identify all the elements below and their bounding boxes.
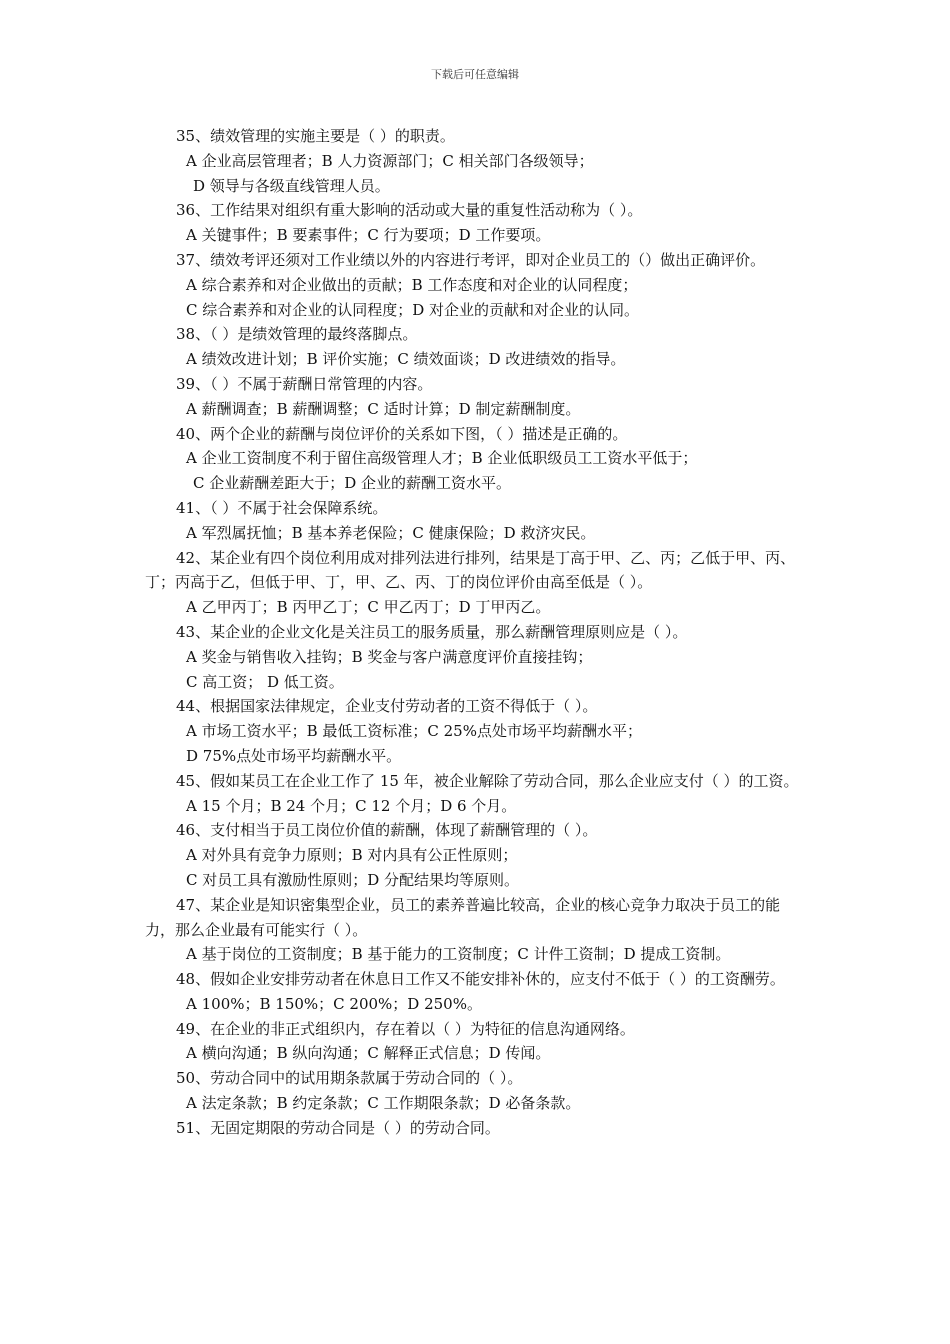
question-line: 44、根据国家法律规定，企业支付劳动者的工资不得低于（ ）。 [176, 697, 598, 716]
page-header: 下载后可任意编辑 [431, 68, 519, 81]
question-line: 42、某企业有四个岗位利用成对排列法进行排列，结果是丁高于甲、乙、丙；乙低于甲、丙、丁；丙高于乙，但低于甲、丁，甲、乙、丙、丁的岗位评价由高至低是（ ）。 [145, 548, 796, 592]
question-line: 43、某企业的企业文化是关注员工的服务质量，那么薪酬管理原则应是（ ）。 [176, 622, 688, 641]
question-line: 35、绩效管理的实施主要是（ ）的职责。 [176, 127, 455, 145]
question-line: 51、无固定期限的劳动合同是（ ）的劳动合同。 [176, 1118, 500, 1137]
question-line: 48、假如企业安排劳动者在休息日工作又不能安排补休的，应支付不低于（ ）的工资酬劳。 [176, 970, 785, 989]
option-line: A 15 个月；B 24 个月；C 12 个月；D 6 个月。 [186, 796, 517, 815]
option-line: A 100%；B 150%；C 200%；D 250%。 [186, 994, 482, 1013]
question-line: 40、两个企业的薪酬与岗位评价的关系如下图，（ ）描述是正确的。 [176, 424, 628, 443]
option-line: A 薪酬调查；B 薪酬调整；C 适时计算；D 制定薪酬制度。 [186, 399, 581, 418]
option-line: C 企业薪酬差距大于；D 企业的薪酬工资水平。 [193, 474, 512, 493]
question-line: 45、假如某员工在企业工作了 15 年，被企业解除了劳动合同，那么企业应支付（ ）的工资。 [176, 771, 799, 790]
question-line: 36、工作结果对组织有重大影响的活动或大量的重复性活动称为（ ）。 [176, 201, 643, 220]
option-line: A 法定条款；B 约定条款；C 工作期限条款；D 必备条款。 [186, 1094, 581, 1113]
question-line: 41、（ ）不属于社会保障系统。 [176, 498, 388, 517]
option-line: A 关键事件；B 要素事件；C 行为要项；D 工作要项。 [186, 226, 551, 245]
question-line: 39、（ ）不属于薪酬日常管理的内容。 [176, 374, 433, 393]
option-line: A 横向沟通；B 纵向沟通；C 解释正式信息；D 传闻。 [186, 1044, 551, 1063]
option-line: A 企业高层管理者；B 人力资源部门；C 相关部门各级领导； [186, 151, 594, 170]
question-line: 37、绩效考评还须对工作业绩以外的内容进行考评，即对企业员工的（）做出正确评价。 [176, 250, 766, 269]
option-line: A 企业工资制度不利于留住高级管理人才；B 企业低职级员工工资水平低于； [186, 449, 698, 468]
option-line: C 综合素养和对企业的认同程度；D 对企业的贡献和对企业的认同。 [186, 300, 640, 319]
option-line: A 绩效改进计划；B 评价实施；C 绩效面谈；D 改进绩效的指导。 [186, 350, 626, 369]
question-line: 47、某企业是知识密集型企业，员工的素养普遍比较高，企业的核心竞争力取决于员工的能力，那么企业最有可能实行（ ）。 [145, 895, 781, 939]
option-line: A 军烈属抚恤；B 基本养老保险；C 健康保险；D 救济灾民。 [186, 523, 596, 542]
question-line: 38、（ ）是绩效管理的最终落脚点。 [176, 325, 418, 344]
question-line: 49、在企业的非正式组织内，存在着以（ ）为特征的信息沟通网络。 [176, 1019, 635, 1038]
option-line: A 乙甲丙丁；B 丙甲乙丁；C 甲乙丙丁；D 丁甲丙乙。 [186, 598, 551, 617]
option-line: D 75%点处市场平均薪酬水平。 [186, 746, 402, 765]
option-line: A 对外具有竞争力原则；B 对内具有公正性原则； [186, 846, 518, 865]
option-line: A 市场工资水平；B 最低工资标准；C 25%点处市场平均薪酬水平； [186, 722, 642, 741]
option-line: C 对员工具有激励性原则；D 分配结果均等原则。 [186, 870, 520, 889]
option-line: C 高工资； D 低工资。 [186, 672, 344, 691]
option-line: D 领导与各级直线管理人员。 [193, 176, 390, 195]
option-line: A 基于岗位的工资制度；B 基于能力的工资制度；C 计件工资制；D 提成工资制。 [186, 945, 731, 964]
document-body [145, 124, 810, 1141]
option-line: A 奖金与销售收入挂钩；B 奖金与客户满意度评价直接挂钩； [186, 647, 593, 666]
option-line: A 综合素养和对企业做出的贡献；B 工作态度和对企业的认同程度； [186, 275, 638, 294]
question-line: 46、支付相当于员工岗位价值的薪酬，体现了薪酬管理的（ ）。 [176, 821, 598, 840]
question-line: 50、劳动合同中的试用期条款属于劳动合同的（ ）。 [176, 1069, 523, 1088]
